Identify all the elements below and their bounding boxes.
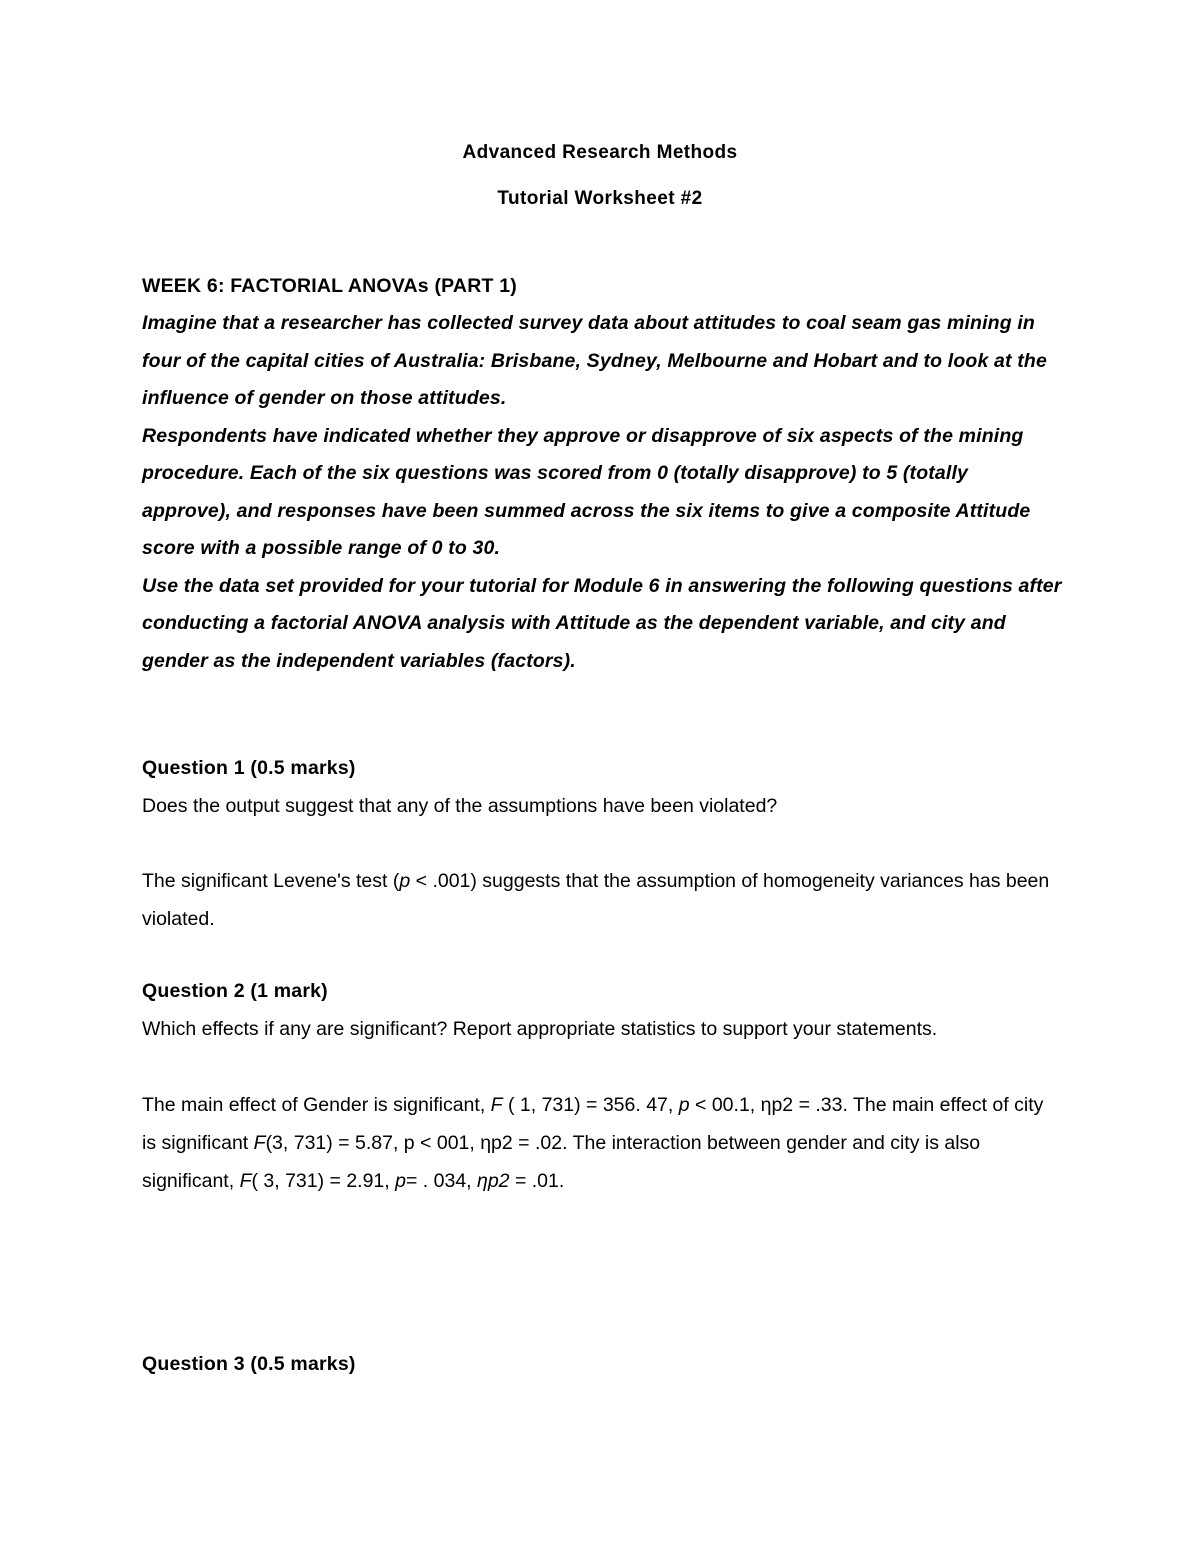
week-heading: WEEK 6: FACTORIAL ANOVAs (PART 1) xyxy=(142,275,517,297)
intro-instructions xyxy=(142,305,1062,680)
answer-text: < 00.1, ηp2 = .33. The main effect of city is significant xyxy=(142,1094,1044,1154)
intro-paragraph-2: Respondents have indicated whether they approve or disapprove of six aspects of the mining procedure. Each of the six questions was scored from 0 (totally disapprove) to 5 (totally approve), and responses have been summed across the six items to give a composite Attitude score with a possible range of 0 to 30. xyxy=(142,424,1031,559)
intro-paragraph-3: Use the data set provided for your tutorial for Module 6 in answering the following questions after conducting a factorial ANOVA analysis with Attitude as the dependent variable, and city and gender as the independent variables (factors). xyxy=(142,574,1062,672)
question-3-heading: Question 3 (0.5 marks) xyxy=(142,1353,356,1375)
answer-text: = .01. xyxy=(509,1170,565,1192)
question-2-answer xyxy=(142,1086,1062,1200)
answer-text: (3, 731) = 5.87, p < 001, ηp2 = .02. The interaction between gender and city is also significant, xyxy=(142,1132,981,1192)
answer-text: = . 034, xyxy=(405,1170,477,1192)
answer-text: ( 1, 731) = 356. 47, xyxy=(502,1094,679,1116)
document-title: Advanced Research Methods xyxy=(462,142,738,163)
answer-text: ( 3, 731) = 2.91, xyxy=(251,1170,396,1192)
question-2-heading: Question 2 (1 mark) xyxy=(142,980,328,1002)
p-symbol: p xyxy=(399,870,411,892)
answer-text: < .001) suggests that the assumption of homogeneity variances has been violated. xyxy=(142,870,1050,930)
question-1-text: Does the output suggest that any of the assumptions have been violated? xyxy=(142,795,778,817)
eta-symbol: ηp2 xyxy=(477,1170,510,1192)
f-symbol: F xyxy=(253,1132,266,1154)
f-symbol: F xyxy=(239,1170,252,1192)
answer-text: The main effect of Gender is significant, xyxy=(142,1094,491,1116)
p-symbol: p xyxy=(678,1094,690,1116)
question-2-text: Which effects if any are significant? Report appropriate statistics to support your statements. xyxy=(142,1018,938,1040)
question-1-heading: Question 1 (0.5 marks) xyxy=(142,757,356,779)
f-symbol: F xyxy=(490,1094,503,1116)
intro-paragraph-1: Imagine that a researcher has collected survey data about attitudes to coal seam gas mining in four of the capital cities of Australia: Brisbane, Sydney, Melbourne and Hobart and to look at the influence of gender on those attitudes. xyxy=(142,312,1047,409)
question-1-answer xyxy=(142,862,1062,938)
answer-text: The significant Levene's test ( xyxy=(142,870,400,892)
p-symbol: p xyxy=(395,1170,406,1192)
document-subtitle: Tutorial Worksheet #2 xyxy=(497,188,703,209)
